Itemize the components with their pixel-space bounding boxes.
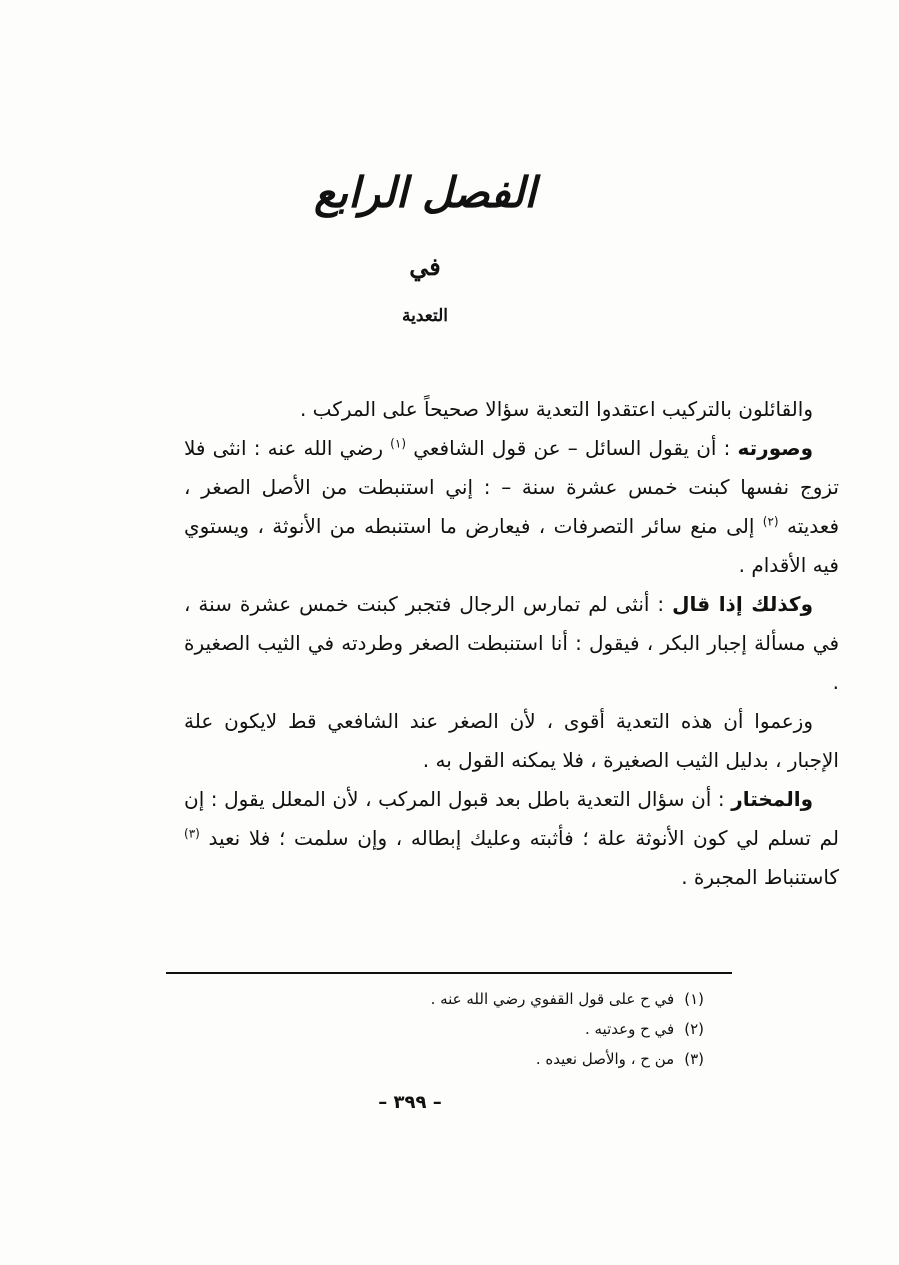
footnote-number: (٣)	[684, 1050, 704, 1068]
footnote-ref: (٣)	[184, 826, 200, 841]
paragraph-text: والقائلون بالتركيب اعتقدوا التعدية سؤالا صحيحاً على المركب .	[299, 397, 813, 421]
footnote-number: (١)	[684, 990, 704, 1008]
footnote-text: من ح ، والأصل نعيده .	[535, 1050, 675, 1068]
chapter-topic: التعدية	[401, 306, 448, 326]
paragraph-2	[184, 429, 839, 585]
footnote-text: في ح وعدتيه .	[584, 1020, 675, 1038]
footnotes	[164, 984, 704, 1074]
paragraph-text: : أن سؤال التعدية باطل بعد قبول المركب ، لأن المعلل يقول : إن لم تسلم لي كون الأنوثة علة ؛ فأثبته وعليك إبطاله ، وإن سلمت ؛ فلا نعيد	[184, 787, 839, 850]
body-text	[184, 390, 839, 897]
footnote-item	[164, 1014, 704, 1044]
chapter-preposition: في	[409, 252, 441, 281]
paragraph-5	[184, 780, 839, 897]
footnote-text: في ح على قول القفوي رضي الله عنه .	[430, 990, 675, 1008]
paragraph-text: وزعموا أن هذه التعدية أقوى ، لأن الصغر عند الشافعي قط لايكون علة الإجبار ، بدليل الثيب الصغيرة ، فلا يمكنه القول به .	[184, 709, 839, 772]
footnote-item	[164, 984, 704, 1014]
paragraph-lead: وصورته	[737, 436, 813, 460]
paragraph-3	[184, 585, 839, 702]
footnote-ref: (١)	[390, 436, 406, 451]
footnote-item	[164, 1044, 704, 1074]
paragraph-1	[184, 390, 839, 429]
paragraph-text: رضي الله عنه : انثى فلا تزوج نفسها كبنت خمس عشرة سنة – : إني استنبطت من الأصل الصغر ، فعديته	[184, 436, 839, 538]
paragraph-text: : أنثى لم تمارس الرجال فتجبر كبنت خمس عشرة سنة ، في مسألة إجبار البكر ، فيقول : أنا استنبطت الصغر وطردته في الثيب الصغيرة .	[184, 592, 839, 694]
chapter-title: الفصل الرابع	[314, 168, 536, 217]
footnote-number: (٢)	[684, 1020, 704, 1038]
page-number: – ٣٩٩ –	[378, 1092, 442, 1113]
footnote-ref: (٢)	[762, 514, 779, 529]
paragraph-text: كاستنباط المجبرة .	[681, 865, 839, 889]
paragraph-4	[184, 702, 839, 780]
paragraph-text: : أن يقول السائل – عن قول الشافعي	[413, 436, 738, 460]
paragraph-lead: وكذلك إذا قال	[672, 592, 813, 616]
paragraph-text: إلى منع سائر التصرفات ، فيعارض ما استنبطه من الأنوثة ، ويستوي فيه الأقدام .	[184, 514, 839, 577]
paragraph-lead: والمختار	[731, 787, 813, 811]
footnote-divider	[166, 972, 732, 974]
